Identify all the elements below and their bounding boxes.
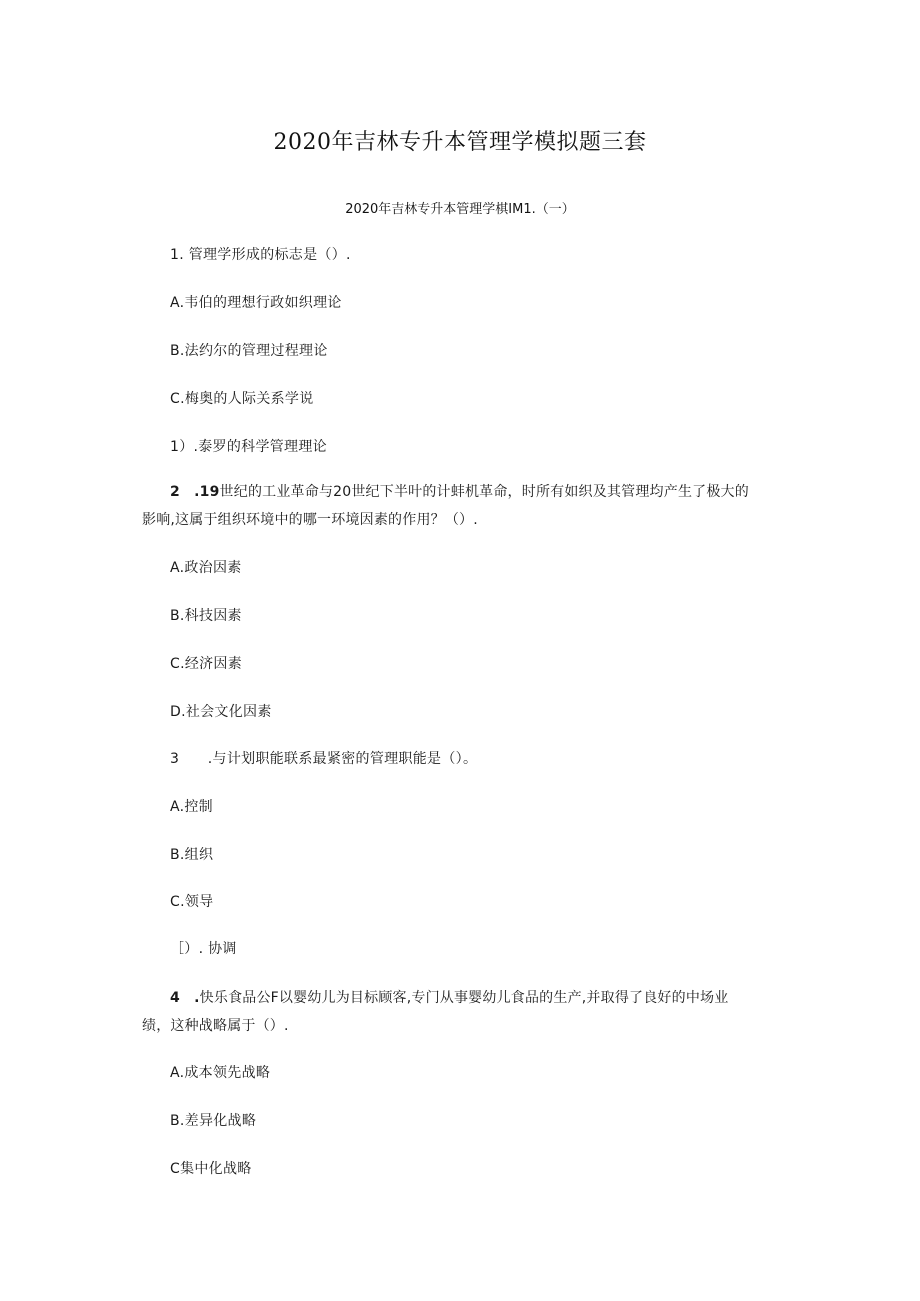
question-4-option-b: B.差异化战略: [170, 1113, 257, 1129]
question-4-number: 4 .: [170, 990, 200, 1006]
question-4-option-c: C集中化战略: [170, 1161, 252, 1177]
question-2-option-d: D.社会文化因素: [170, 704, 272, 720]
question-3-option-c: C.领导: [170, 894, 214, 910]
question-4-stem: [142, 984, 792, 1040]
question-4-line-2: 绩，这种战略属于（）.: [142, 1018, 289, 1034]
question-4-text-1: 快乐食品公F以婴幼儿为目标顾客,专门从事婴幼儿食品的生产,并取得了良好的中场业: [199, 990, 729, 1006]
question-1-stem: 1. 管理学形成的标志是（）.: [170, 247, 351, 263]
question-2-option-a: A.政治因素: [170, 560, 242, 576]
question-3-option-b: B.组织: [170, 847, 214, 863]
document-title: 2020年吉林专升本管理学模拟题三套: [273, 130, 647, 155]
question-1-option-b: B.法约尔的管理过程理论: [170, 343, 328, 359]
question-1-option-a: A.韦伯的理想行政如织理论: [170, 295, 342, 311]
section-subtitle: 2020年吉林专升本管理学棋IM1.（一）: [345, 202, 575, 217]
question-2-stem: [142, 478, 792, 534]
question-3-option-d: ［）. 协调: [170, 941, 237, 957]
question-2-option-c: C.经济因素: [170, 656, 243, 672]
question-1-option-c: C.梅奥的人际关系学说: [170, 391, 314, 407]
question-2-option-b: B.科技因素: [170, 608, 242, 624]
question-4-line-1: [142, 984, 792, 1012]
question-2-number: 2 .19: [170, 484, 220, 500]
question-3-stem: 3 .与计划职能联系最紧密的管理职能是（）。: [170, 751, 478, 767]
question-2-line-1: [142, 478, 792, 506]
question-2-line-2: 影响,这属于组织环境中的哪一环境因素的作用？（）.: [142, 512, 478, 528]
question-1-option-d: 1）.泰罗的科学管理理论: [170, 439, 327, 455]
question-4-option-a: A.成本领先战略: [170, 1065, 271, 1081]
question-3-option-a: A.控制: [170, 799, 213, 815]
question-2-text-1: 世纪的工业革命与20世纪下半叶的计蚌机革命，时所有如织及其管理均产生了极大的: [219, 484, 749, 500]
